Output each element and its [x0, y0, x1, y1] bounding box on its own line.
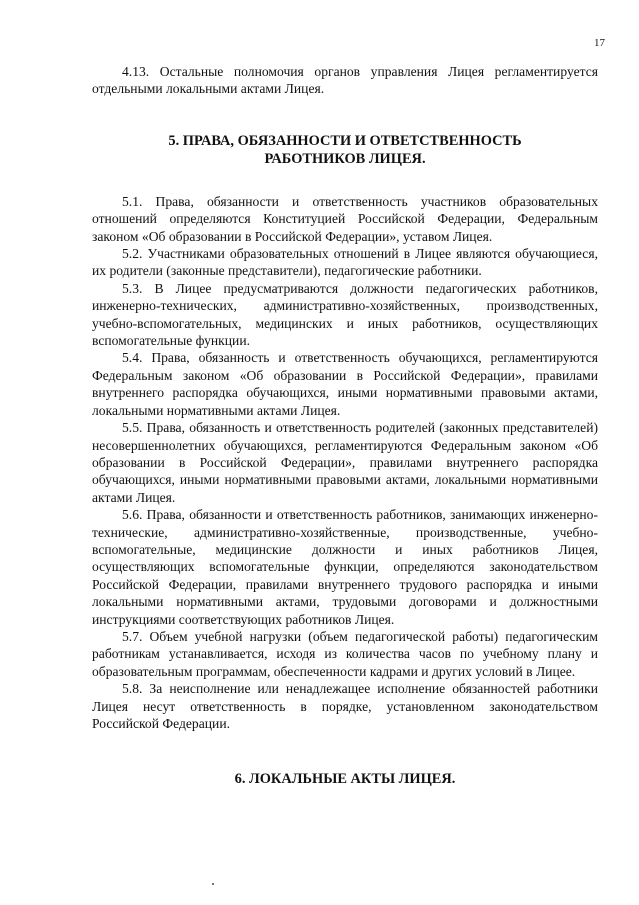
paragraph-5-2: 5.2. Участниками образовательных отношений в Лицее являются обучающиеся, их родители (законные представители), педагогические работники. [92, 246, 598, 279]
paragraph-5-8: 5.8. За неисполнение или ненадлежащее исполнение обязанностей работники Лицея несут ответственность в порядке, установленном законодательством Российской Федерации. [92, 681, 598, 731]
paragraph-5-6: 5.6. Права, обязанности и ответственность работников, занимающих инженерно-технические, административно-хозяйственные, производственные, учебно-вспомогательные, медицинские должности и иных работников Лицея, осуществляющих вспомогательные функции, определяются законодательством Российской Федерации, правилами внутреннего трудового распорядка и иными локальными нормативными актами, трудовыми договорами и должностными инструкциями соответствующих работников Лицея. [92, 507, 598, 627]
paragraph-5-4: 5.4. Права, обязанность и ответственность обучающихся, регламентируются Федеральным законом «Об образовании в Российской Федерации», правилами внутреннего распорядка обучающихся, иными нормативными правовыми актами, локальными нормативными актами Лицея. [92, 350, 598, 418]
paragraph-5-7: 5.7. Объем учебной нагрузки (объем педагогической работы) педагогическим работникам устанавливается, исходя из количества часов по учебному плану и образовательным программам, обеспеченности кадрами и других условий в Лицее. [92, 628, 598, 679]
page-number: 17 [594, 37, 605, 49]
paragraph-5-5: 5.5. Права, обязанность и ответственность родителей (законных представителей) несовершеннолетних обучающихся, регламентируются Федеральным законом «Об образовании в Российской Федерации», правилами внутреннего распорядка обучающихся, иными нормативными правовыми актами, локальными нормативными актами Лицея. [92, 420, 598, 505]
section-5-heading [92, 132, 598, 168]
section-5-heading-line-1: 5. ПРАВА, ОБЯЗАННОСТИ И ОТВЕТСТВЕННОСТЬ [168, 132, 522, 149]
document-body [92, 63, 598, 788]
paragraph-5-3: 5.3. В Лицее предусматриваются должности педагогических работников, инженерно-технических, административно-хозяйственных, производственных, учебно-вспомогательных, медицинских и иных работников, осуществляющих вспомогательные функции. [92, 280, 598, 349]
paragraph-5-1: 5.1. Права, обязанности и ответственность участников образовательных отношений определяются Конституцией Российской Федерации, Федеральным законом «Об образовании в Российской Федерации», уставом Лицея. [92, 193, 598, 244]
scan-speck [212, 883, 214, 885]
section-5-heading-line-2: РАБОТНИКОВ ЛИЦЕЯ. [264, 150, 426, 167]
section-6-heading: 6. ЛОКАЛЬНЫЕ АКТЫ ЛИЦЕЯ. [234, 771, 456, 788]
paragraph-4-13: 4.13. Остальные полномочия органов управления Лицея регламентируется отдельными локальными актами Лицея. [92, 64, 598, 97]
